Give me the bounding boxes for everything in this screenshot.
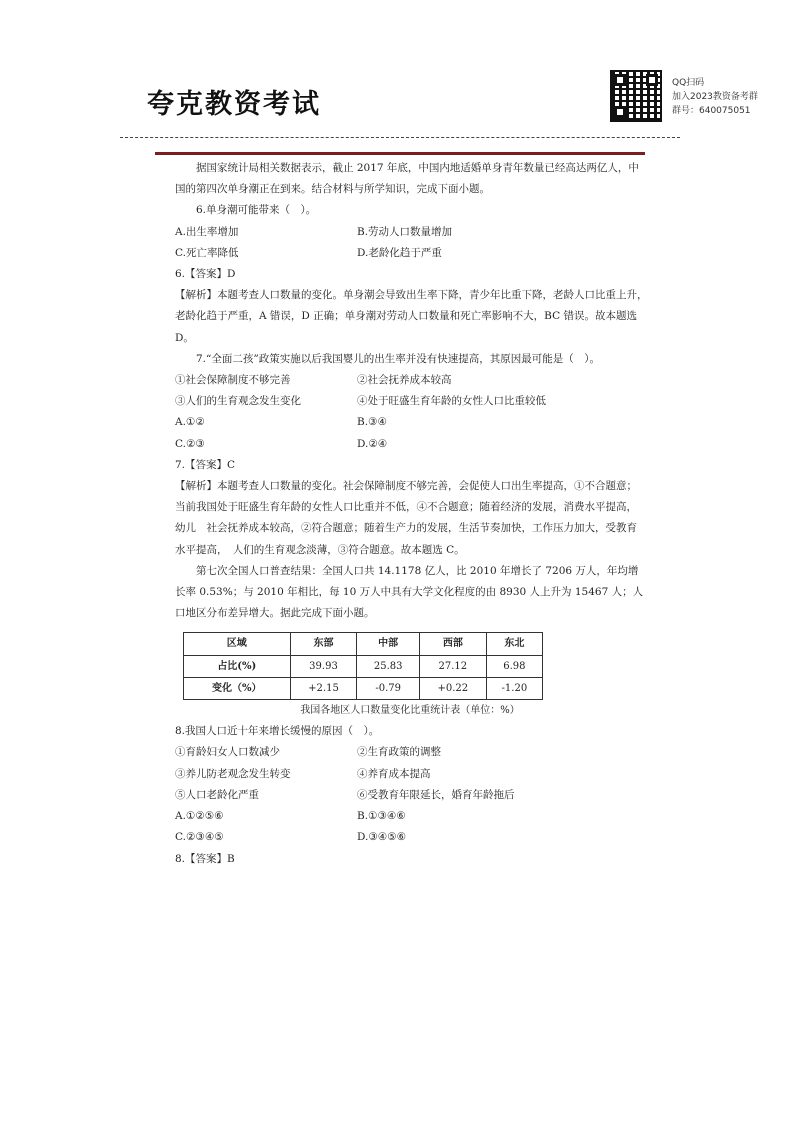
table-cell: 27.12: [419, 655, 486, 677]
option: D.老龄化趋于严重: [357, 246, 442, 259]
table-cell: 6.98: [486, 655, 542, 677]
qr-code-icon: [610, 70, 662, 122]
statement: ④养育成本提高: [357, 767, 431, 780]
option: C.②③④⑤: [175, 831, 224, 844]
table-cell: -1.20: [486, 677, 542, 699]
statement: ⑥受教育年限延长，婚育年龄拖后: [357, 788, 515, 801]
table-cell: +2.15: [290, 677, 357, 699]
q8-options: [175, 806, 645, 848]
q8-answer: 8.【答案】B: [175, 852, 235, 865]
red-rule: [155, 152, 645, 155]
q6-options: [175, 222, 645, 264]
table-cell: 25.83: [357, 655, 420, 677]
option: A.①②⑤⑥: [175, 810, 224, 823]
header-divider: [120, 137, 680, 138]
region-table: [183, 632, 543, 700]
option: C.②③: [175, 437, 205, 450]
table-row: [184, 677, 543, 699]
table-header-cell: 东部: [290, 633, 357, 655]
statement: ③养儿防老观念发生转变: [175, 767, 291, 780]
statement: ④处于旺盛生育年龄的女性人口比重较低: [357, 395, 546, 408]
table-caption: 我国各地区人口数量变化比重统计表（单位：%）: [300, 705, 520, 717]
table-header-cell: 中部: [357, 633, 420, 655]
q7-statements: [175, 370, 645, 412]
table-header-cell: 区域: [184, 633, 291, 655]
q7-answer: 7.【答案】C: [175, 458, 236, 471]
q8-stem: 8.我国人口近十年来增长缓慢的原因（ ）。: [175, 725, 380, 738]
region-table-wrap: [183, 632, 645, 700]
option: B.③④: [357, 416, 387, 429]
table-row: [184, 655, 543, 677]
q7-options: [175, 412, 645, 454]
qr-info: [672, 76, 758, 118]
brand-title: 夸克教资考试: [147, 89, 321, 120]
table-header-cell: 西部: [419, 633, 486, 655]
passage-1: 据国家统计局相关数据表示，截止 2017 年底，中国内地适婚单身青年数量已经高达两亿人，中国的第四次单身潮正在到来。结合材料与所学知识，完成下面小题。: [175, 162, 639, 196]
statement: ②社会抚养成本较高: [357, 374, 452, 387]
table-row-label: 占比(%): [184, 655, 291, 677]
q7-analysis: 【解析】本题考查人口数量的变化。社会保障制度不够完善，会促使人口出生率提高，①不合题意； 当前我国处于旺盛生育年龄的女性人口比重并不低，④不合题意；随着经济的发展，消费水平提高，幼儿 社会抚养成本较高，②符合题意；随着生产力的发展，生活节奏加快，工作压力加大，受教育水平提高， 人们的生育观念淡薄，③符合题意。故本题选 C。: [175, 480, 643, 556]
option: B.①③④⑥: [357, 810, 406, 823]
table-cell: -0.79: [357, 677, 420, 699]
q6-stem: 6.单身潮可能带来（ ）。: [196, 204, 317, 217]
qr-line: 加入2023教资备考群: [672, 92, 758, 102]
table-row-label: 变化（%）: [184, 677, 291, 699]
option: A.出生率增加: [175, 225, 239, 238]
statement: ①社会保障制度不够完善: [175, 374, 291, 387]
qr-line: 群号：640075051: [672, 106, 751, 116]
q6-answer: 6.【答案】D: [175, 268, 236, 281]
q8-statements: [175, 742, 645, 806]
option: C.死亡率降低: [175, 246, 239, 259]
option: D.③④⑤⑥: [357, 831, 407, 844]
table-header-row: [184, 633, 543, 655]
option: A.①②: [175, 416, 205, 429]
table-header-cell: 东北: [486, 633, 542, 655]
q6-analysis: 【解析】本题考查人口数量的变化。单身潮会导致出生率下降，青少年比重下降，老龄人口比重上升， 老龄化趋于严重，A 错误，D 正确；单身潮对劳动人口数量和死亡率影响不大，BC 错误。故本题选 D。: [175, 289, 664, 344]
statement: ②生育政策的调整: [357, 746, 441, 759]
table-cell: 39.93: [290, 655, 357, 677]
q7-stem: 7.“全面二孩”政策实施以后我国婴儿的出生率并没有快速提高，其原因最可能是（ ）。: [196, 352, 601, 365]
statement: ①育龄妇女人口数减少: [175, 746, 280, 759]
passage-2: 第七次全国人口普查结果：全国人口共 14.1178 亿人，比 2010 年增长了 7206 万人，年均增长率 0.53%；与 2010 年相比，每 10 万人中具有大学文化程度的由 8930 人上升为 15467 人；人口地区分布差异增大。据此完成下面小题。: [175, 564, 644, 620]
qr-line: QQ扫码: [672, 78, 705, 88]
option: B.劳动人口数量增加: [357, 225, 453, 238]
statement: ③人们的生育观念发生变化: [175, 395, 301, 408]
table-cell: +0.22: [419, 677, 486, 699]
statement: ⑤人口老龄化严重: [175, 788, 259, 801]
document-body: [175, 158, 664, 870]
option: D.②④: [357, 437, 388, 450]
